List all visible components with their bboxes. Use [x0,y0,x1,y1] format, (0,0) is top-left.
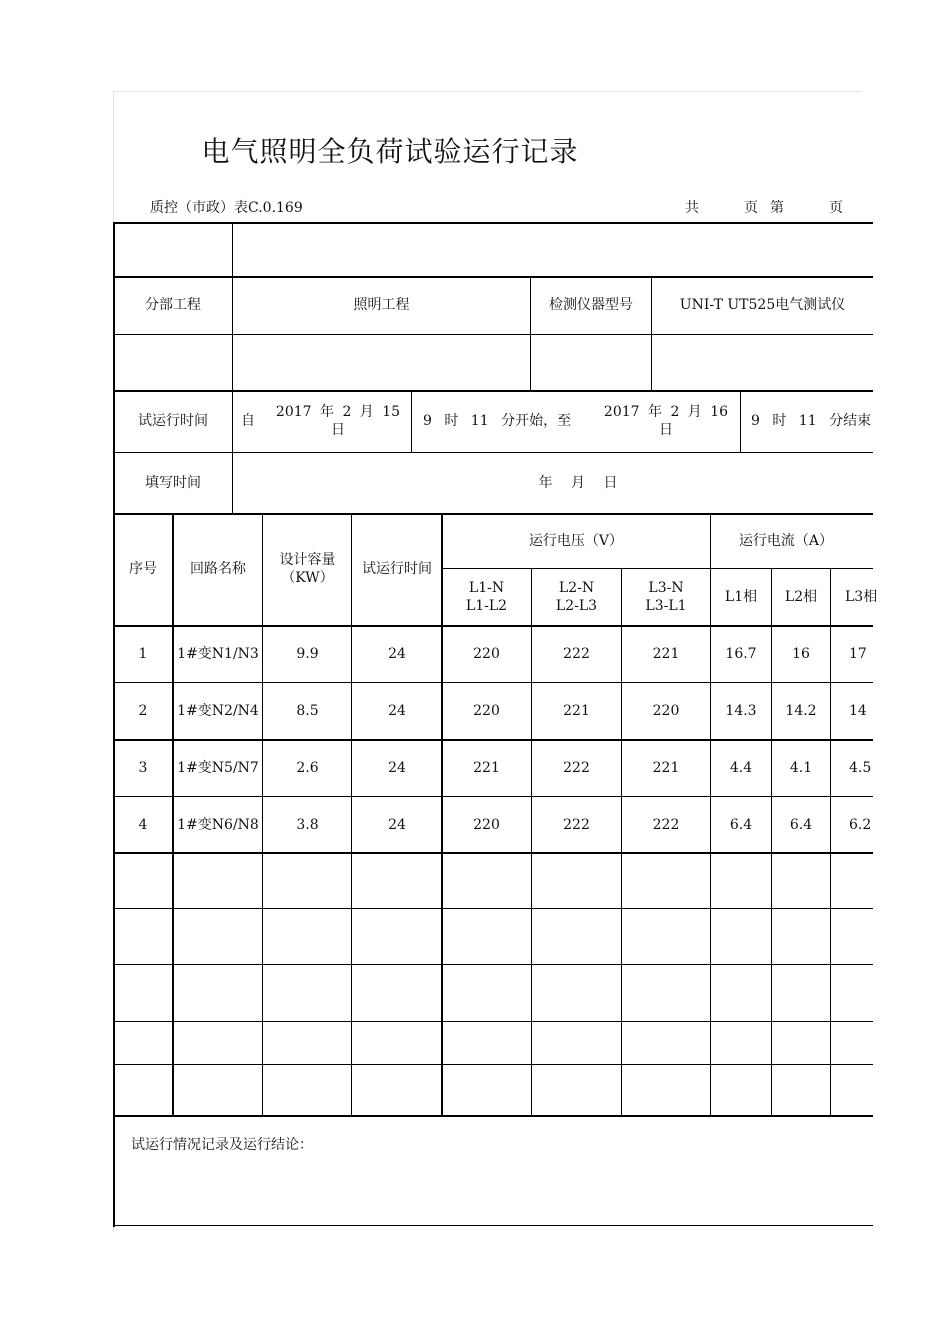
cell-seq: 1 [138,645,148,662]
cell-runtime: 24 [388,702,406,719]
group-current: 运行电流（A） [738,532,834,549]
cell-capacity: 3.8 [296,816,319,833]
cell-i1: 4.4 [729,759,753,776]
cell-circuit: 1#变N1/N3 [177,645,259,662]
cell-v1: 220 [473,645,500,662]
page-unit-label-2: 页 [829,200,843,216]
cell-i2: 16 [792,645,810,662]
trial-time-label: 试运行时间 [138,413,208,429]
cell-capacity: 9.9 [296,645,319,662]
col-i1: L1相 [724,588,758,605]
cell-runtime: 24 [388,645,406,662]
cell-circuit: 1#变N6/N8 [177,816,259,833]
fenbu-label: 分部工程 [145,297,201,313]
cell-i1: 6.4 [729,816,753,833]
trial-end-time: 9 时 11 分结束 [751,413,872,429]
conclusion-label: 试运行情况记录及运行结论： [131,1137,313,1153]
fill-time-value: 年 月 日 [538,474,618,491]
instrument-label: 检测仪器型号 [549,297,633,313]
cell-runtime: 24 [388,816,406,833]
record-table [113,222,878,1232]
cell-v3: 221 [652,759,680,776]
instrument-value: UNI-T UT525电气测试仪 [679,297,846,313]
page-current-label: 第 [770,200,784,216]
cell-capacity: 2.6 [296,759,319,776]
cell-circuit: 1#变N2/N4 [177,702,259,719]
cell-v1: 221 [473,759,500,776]
col-i2: L2相 [784,588,818,605]
cell-v2: 222 [563,816,590,833]
cell-i2: 4.1 [789,759,813,776]
page-counter [685,197,843,217]
col-seq: 序号 [129,561,157,577]
page-total-label: 共 [685,200,699,216]
fill-time-label: 填写时间 [145,474,201,491]
cell-circuit: 1#变N5/N7 [177,759,259,776]
form-code: 质控（市政）表C.0.169 [150,200,303,216]
cell-v1: 220 [473,702,500,719]
col-v2: L2-N L2-L3 [555,579,598,614]
cell-i3: 4.5 [849,759,872,776]
page-unit-label: 页 [744,200,758,216]
col-capacity: 设计容量 （KW） [279,552,336,586]
cell-v3: 221 [652,645,680,662]
cell-i2: 6.4 [789,816,813,833]
cell-seq: 3 [138,759,148,776]
trial-from-label: 自 [241,413,255,429]
cell-capacity: 8.5 [296,702,319,719]
cell-v3: 222 [652,816,680,833]
cell-v1: 220 [473,816,500,833]
col-v3: L3-N L3-L1 [645,579,687,614]
cell-seq: 2 [138,702,148,719]
page-title: 电气照明全负荷试验运行记录 [201,135,579,168]
cell-v2: 222 [563,759,590,776]
cell-i1: 14.3 [725,702,757,719]
col-i3: L3相 [845,588,878,605]
trial-start-date: 2017 年 2 月 15 日 [275,404,401,438]
cell-i1: 16.7 [725,645,757,662]
cell-i2: 14.2 [785,702,817,719]
col-runtime: 试运行时间 [362,561,432,577]
cell-seq: 4 [138,816,148,833]
cell-runtime: 24 [388,759,406,776]
trial-end-date: 2017 年 2 月 16 日 [603,404,729,438]
cell-v2: 222 [563,645,590,662]
col-circuit: 回路名称 [190,561,246,577]
cell-i3: 6.2 [849,816,872,833]
cell-i3: 14 [849,702,867,719]
fenbu-value: 照明工程 [353,297,410,313]
cell-i3: 17 [849,645,867,662]
cell-v2: 221 [563,702,590,719]
cell-v3: 220 [652,702,680,719]
group-voltage: 运行电压（V） [528,532,624,549]
trial-start-time: 9 时 11 分开始，至 [423,413,572,429]
col-v1: L1-N L1-L2 [465,579,508,614]
